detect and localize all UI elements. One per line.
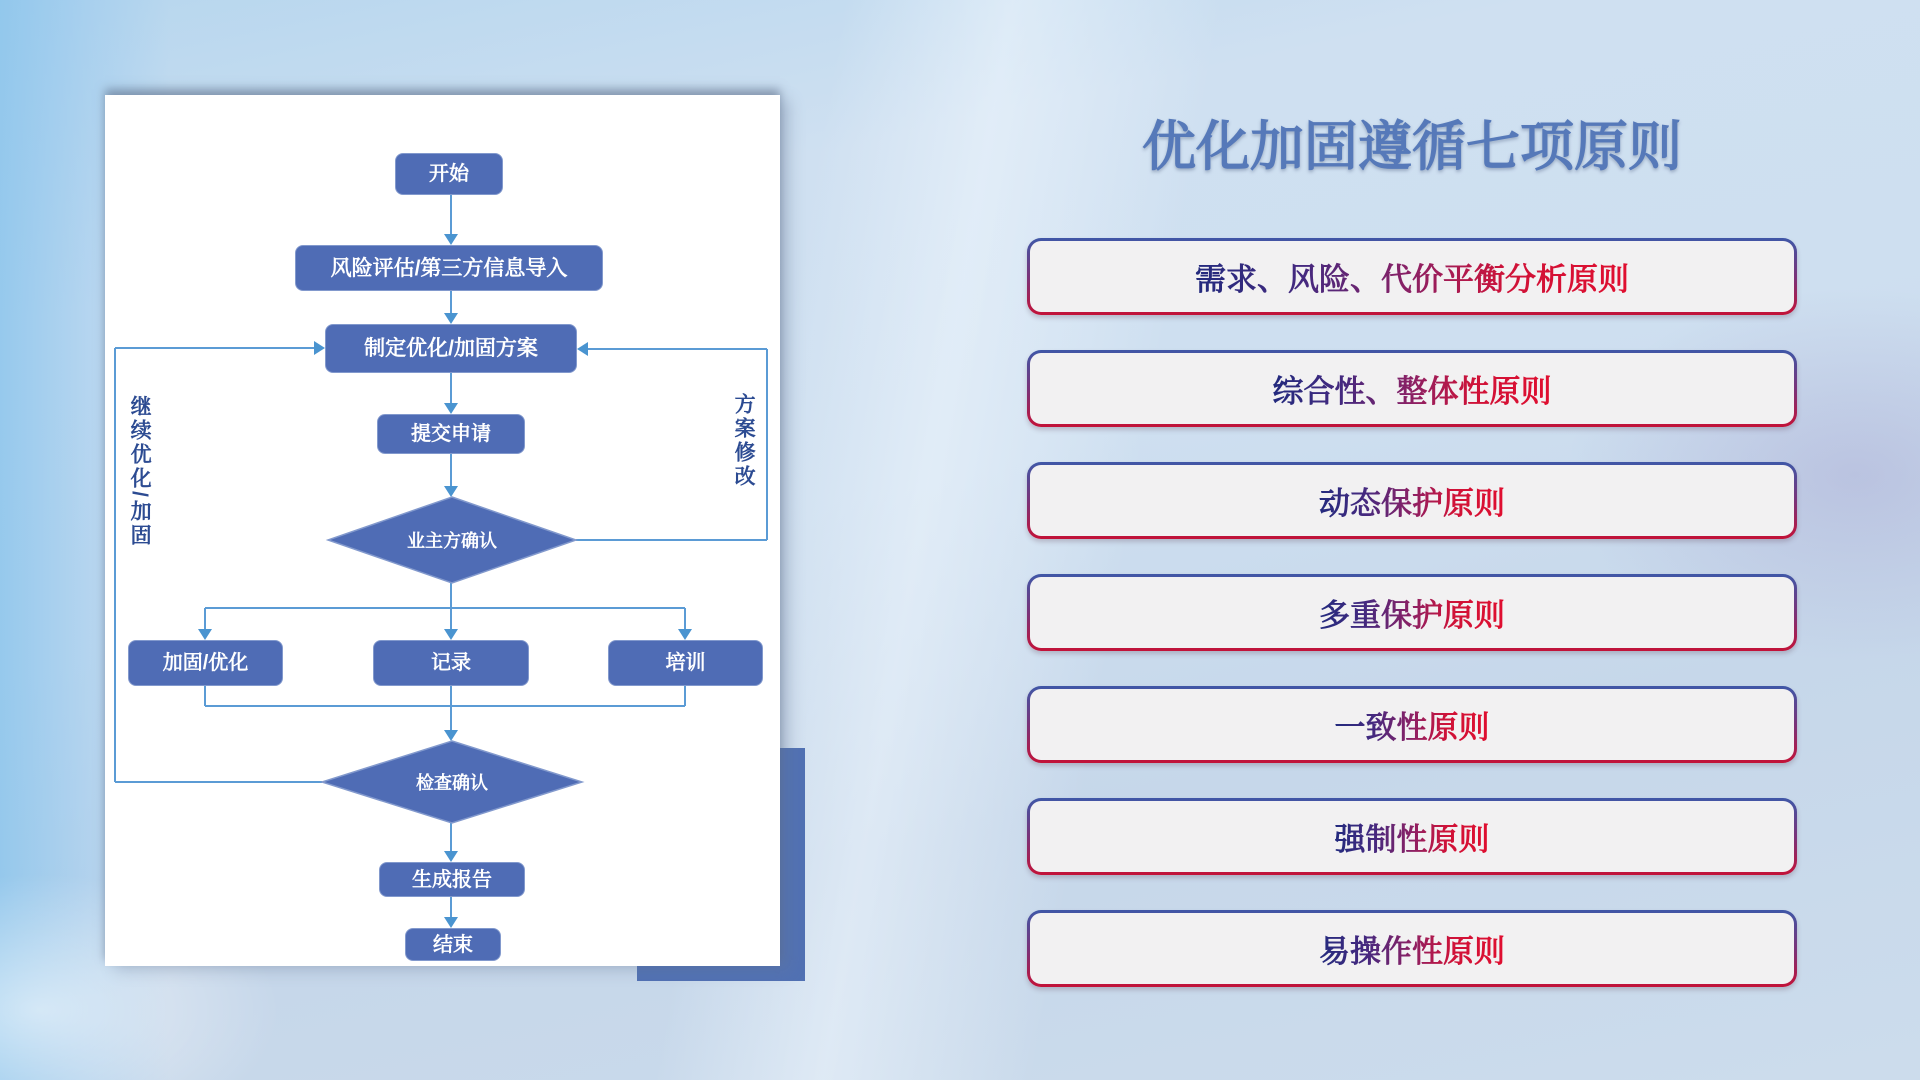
arrowhead (444, 629, 458, 640)
principle-box-1 (1027, 238, 1797, 315)
arrowhead (444, 234, 458, 245)
flow-node-record: 记录 (373, 640, 529, 686)
principle-label-6: 强制性原则 (1335, 814, 1490, 859)
flowchart-card (105, 95, 780, 966)
arrowhead (198, 629, 212, 640)
principle-box-3 (1027, 462, 1797, 539)
loop-label-plan-revise: 方案修改 (732, 393, 756, 489)
arrowhead (444, 313, 458, 324)
loop-label-continue-optimize: 继续优化/加固 (128, 395, 152, 548)
flow-node-risk-import: 风险评估/第三方信息导入 (295, 245, 603, 291)
arrowhead (444, 917, 458, 928)
principle-box-4 (1027, 574, 1797, 651)
flow-node-start: 开始 (395, 153, 503, 195)
principle-box-6 (1027, 798, 1797, 875)
flow-node-end: 结束 (405, 928, 501, 961)
principle-box-2 (1027, 350, 1797, 427)
page-title: 优化加固遵循七项原则 (1142, 117, 1682, 177)
arrowhead (577, 342, 588, 356)
flow-node-check-confirm-label: 检查确认 (416, 773, 488, 793)
arrowhead (314, 341, 325, 355)
principle-label-5: 一致性原则 (1335, 702, 1490, 747)
flow-node-submit: 提交申请 (377, 414, 525, 454)
principle-box-5 (1027, 686, 1797, 763)
principle-label-4: 多重保护原则 (1319, 590, 1505, 635)
flow-node-reinforce: 加固/优化 (128, 640, 283, 686)
arrowhead (444, 730, 458, 741)
arrowhead (678, 629, 692, 640)
principle-label-2: 综合性、整体性原则 (1273, 366, 1552, 411)
principle-label-7: 易操作性原则 (1319, 926, 1505, 971)
arrowhead (444, 486, 458, 497)
flow-node-owner-confirm-label: 业主方确认 (407, 531, 497, 551)
principle-label-3: 动态保护原则 (1319, 478, 1505, 523)
flow-node-make-plan: 制定优化/加固方案 (325, 324, 577, 373)
principle-box-7 (1027, 910, 1797, 987)
flow-node-training: 培训 (608, 640, 763, 686)
flow-node-report: 生成报告 (379, 862, 525, 897)
principle-label-1: 需求、风险、代价平衡分析原则 (1195, 254, 1629, 299)
arrowhead (444, 851, 458, 862)
arrowhead (444, 403, 458, 414)
